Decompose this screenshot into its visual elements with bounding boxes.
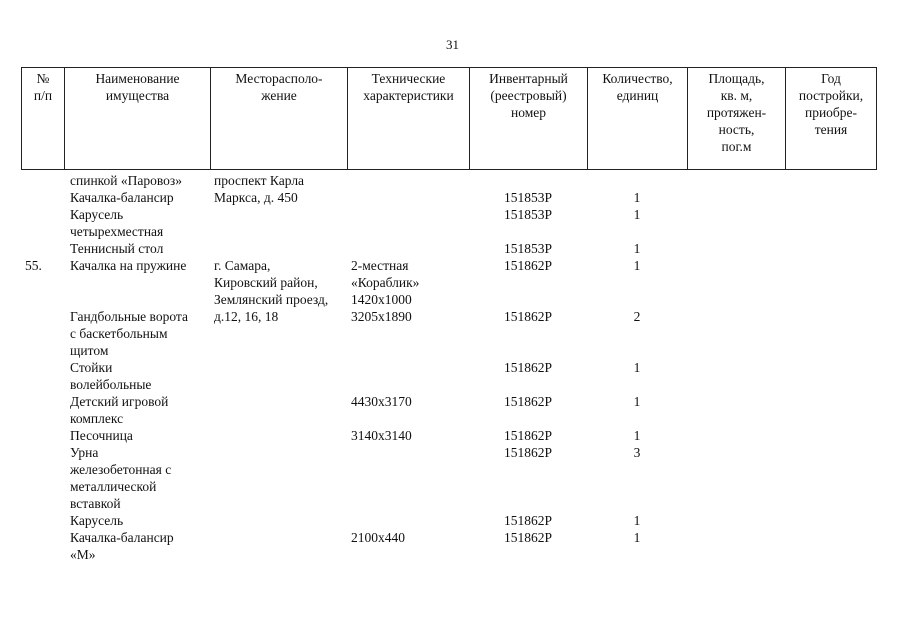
table-header xyxy=(21,67,877,170)
row-number: 55. xyxy=(25,258,42,273)
table-row xyxy=(21,240,876,257)
item-inventory: 151862Р xyxy=(503,445,552,460)
item-inventory: 151862Р xyxy=(503,428,552,443)
item-inventory: 151862Р xyxy=(503,309,552,324)
table-row xyxy=(21,427,876,444)
header-inventory: Инвентарный (реестровый) номер xyxy=(470,68,588,170)
item-name: Детский игровой комплекс xyxy=(70,394,169,426)
item-name: Теннисный стол xyxy=(70,241,164,256)
table-row xyxy=(21,512,876,529)
item-inventory: 151862Р xyxy=(503,360,552,375)
item-quantity: 3 xyxy=(633,445,641,460)
table-row xyxy=(21,444,876,512)
item-name: Качалка-балансир «М» xyxy=(70,530,174,562)
item-quantity: 1 xyxy=(633,428,641,443)
item-inventory: 151853Р xyxy=(503,241,552,256)
table-row xyxy=(21,189,876,206)
table-body xyxy=(21,172,876,563)
header-area: Площадь, кв. м, протяжен- ность, пог.м xyxy=(688,68,786,170)
item-quantity: 1 xyxy=(633,513,641,528)
header-location: Месторасполо- жение xyxy=(211,68,348,170)
item-tech: 3140х3140 xyxy=(351,428,412,443)
item-quantity: 1 xyxy=(633,258,641,273)
item-tech: 4430х3170 xyxy=(351,394,412,409)
header-number: № п/п xyxy=(22,68,65,170)
item-inventory: 151862Р xyxy=(503,258,552,273)
item-quantity: 1 xyxy=(633,190,641,205)
item-location: г. Самара, Кировский район, Землянский проезд, д.12, 16, 18 xyxy=(214,258,329,324)
table-row xyxy=(21,206,876,240)
table-row xyxy=(21,529,876,563)
item-tech: 3205х1890 xyxy=(351,309,412,324)
item-quantity: 1 xyxy=(633,241,641,256)
table-row xyxy=(21,308,876,359)
item-quantity: 2 xyxy=(633,309,641,324)
item-inventory: 151862Р xyxy=(503,513,552,528)
item-quantity: 1 xyxy=(633,360,641,375)
item-name: спинкой «Паровоз» xyxy=(70,173,182,188)
page-number: 31 xyxy=(446,37,459,52)
item-name: Карусель четырехместная xyxy=(70,207,164,239)
item-tech: 2100х440 xyxy=(351,530,405,545)
item-tech: 2-местная «Кораблик» 1420х1000 xyxy=(351,258,420,307)
table-row xyxy=(21,359,876,393)
item-name: Урна железобетонная с металлической вставкой xyxy=(70,445,172,511)
item-location: проспект Карла Маркса, д. 450 xyxy=(214,173,305,205)
header-tech: Технические характеристики xyxy=(348,68,470,170)
item-inventory: 151862Р xyxy=(503,394,552,409)
table-row xyxy=(21,393,876,427)
item-quantity: 1 xyxy=(633,207,641,222)
item-inventory: 151853Р xyxy=(503,190,552,205)
item-name: Карусель xyxy=(70,513,124,528)
item-quantity: 1 xyxy=(633,530,641,545)
header-year: Год постройки, приобре- тения xyxy=(786,68,877,170)
item-inventory: 151853Р xyxy=(503,207,552,222)
header-quantity: Количество, единиц xyxy=(588,68,688,170)
item-name: Гандбольные ворота с баскетбольным щитом xyxy=(70,309,188,358)
item-quantity: 1 xyxy=(633,394,641,409)
item-inventory: 151862Р xyxy=(503,530,552,545)
header-name: Наименование имущества xyxy=(65,68,211,170)
item-name: Стойки волейбольные xyxy=(70,360,152,392)
item-name: Песочница xyxy=(70,428,133,443)
item-name: Качалка-балансир xyxy=(70,190,174,205)
item-name: Качалка на пружине xyxy=(70,258,187,273)
